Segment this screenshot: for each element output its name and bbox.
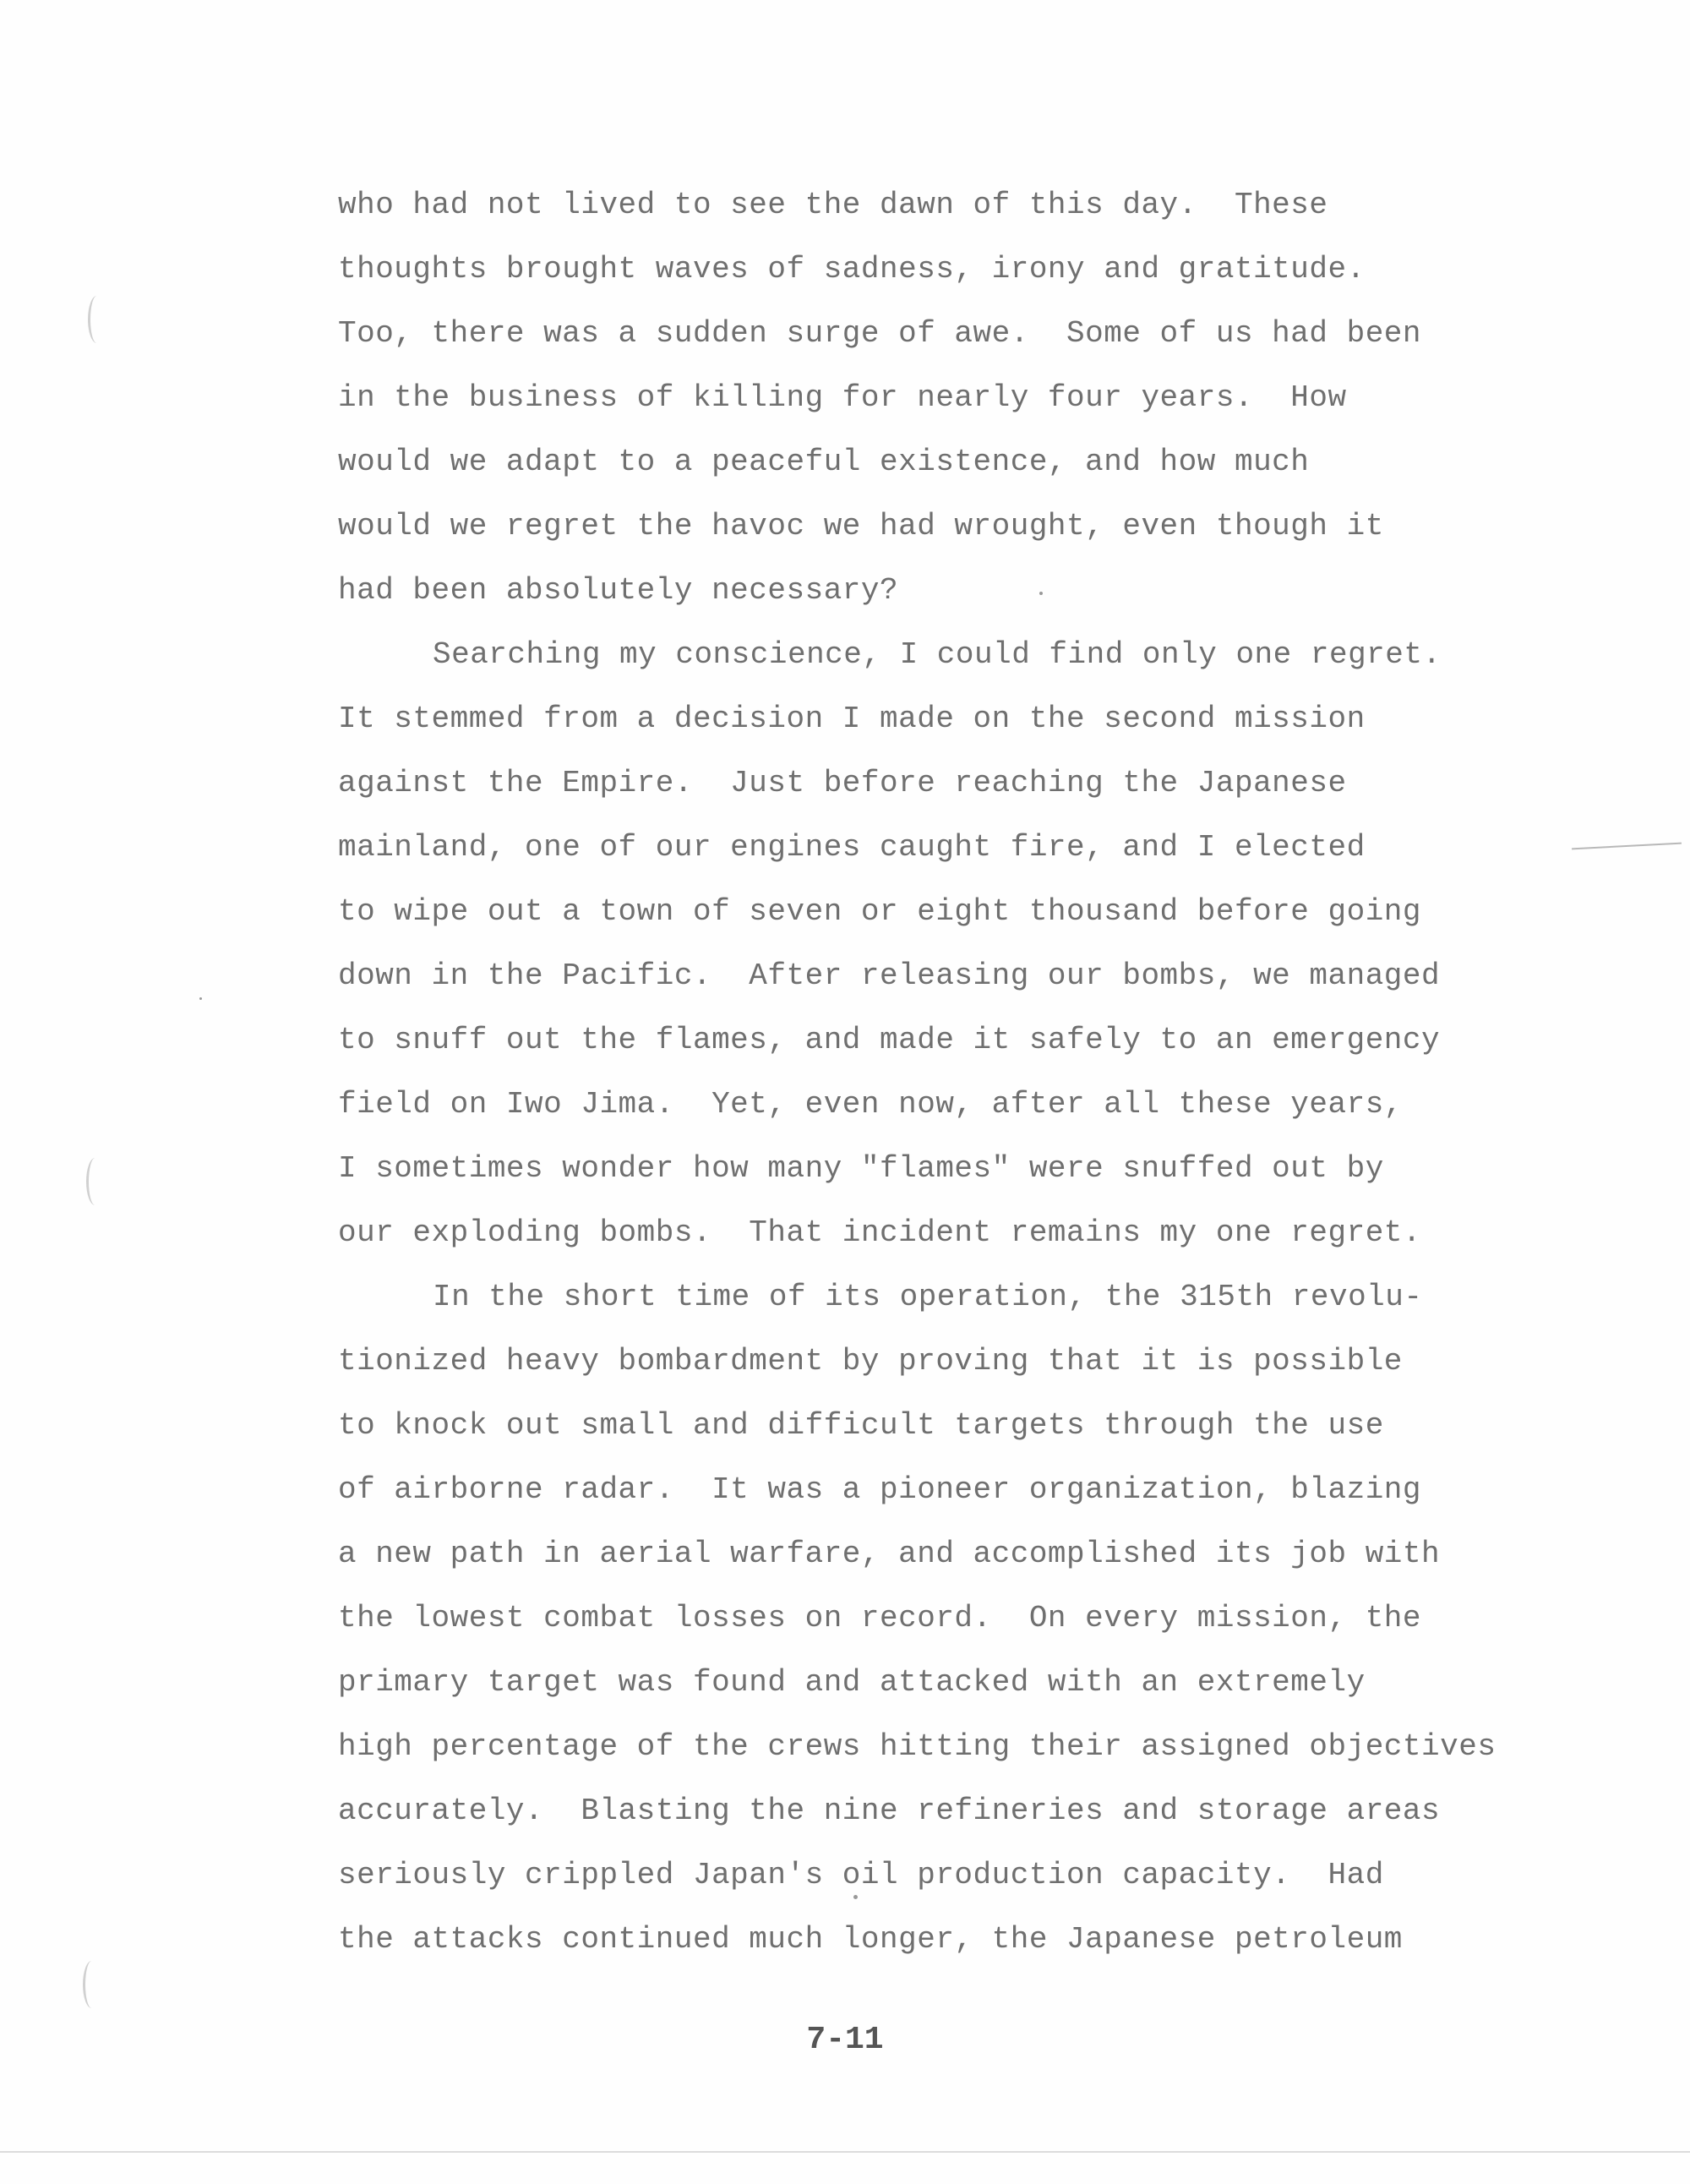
- page-bottom-edge: [0, 2151, 1690, 2153]
- text-line: who had not lived to see the dawn of this day. These: [338, 188, 1328, 222]
- punch-hole-mark: [83, 1961, 101, 2008]
- text-line: high percentage of the crews hitting their assigned objectives: [338, 1729, 1496, 1764]
- text-line: to wipe out a town of seven or eight thousand before going: [338, 894, 1422, 929]
- text-line: I sometimes wonder how many "flames" were snuffed out by: [338, 1151, 1384, 1186]
- text-line: mainland, one of our engines caught fire, and I elected: [338, 830, 1366, 865]
- text-line: primary target was found and attacked with an extremely: [338, 1665, 1366, 1700]
- text-line: to knock out small and difficult targets through the use: [338, 1408, 1384, 1443]
- text-line: Searching my conscience, I could find only one regret.: [433, 637, 1442, 672]
- punch-hole-mark: [88, 296, 106, 343]
- text-line: down in the Pacific. After releasing our bombs, we managed: [338, 958, 1441, 993]
- page-number: 7-11: [806, 2022, 884, 2058]
- text-line: field on Iwo Jima. Yet, even now, after all these years,: [338, 1087, 1403, 1122]
- text-line: seriously crippled Japan's oil production capacity. Had: [338, 1858, 1384, 1892]
- text-line: would we adapt to a peaceful existence, and how much: [338, 445, 1310, 479]
- text-line: of airborne radar. It was a pioneer organization, blazing: [338, 1472, 1422, 1507]
- text-line: to snuff out the flames, and made it safely to an emergency: [338, 1023, 1441, 1057]
- punch-hole-mark: [86, 1158, 104, 1205]
- text-line: the attacks continued much longer, the Japanese petroleum: [338, 1922, 1403, 1957]
- text-line: had been absolutely necessary?: [338, 573, 899, 608]
- text-line: tionized heavy bombardment by proving that it is possible: [338, 1344, 1403, 1379]
- text-line: in the business of killing for nearly four years. How: [338, 380, 1347, 415]
- text-line: accurately. Blasting the nine refineries and storage areas: [338, 1794, 1441, 1828]
- ink-speck: [199, 997, 202, 1000]
- page-edge-mark: [1572, 843, 1682, 850]
- text-line: against the Empire. Just before reaching the Japanese: [338, 766, 1347, 800]
- text-line: In the short time of its operation, the 315th revolu-: [433, 1280, 1423, 1314]
- text-line: It stemmed from a decision I made on the second mission: [338, 702, 1366, 736]
- text-line: thoughts brought waves of sadness, irony and gratitude.: [338, 252, 1366, 287]
- body-text: [338, 173, 1555, 1972]
- text-line: would we regret the havoc we had wrought, even though it: [338, 509, 1384, 543]
- text-line: Too, there was a sudden surge of awe. Some of us had been: [338, 316, 1422, 351]
- text-line: a new path in aerial warfare, and accomplished its job with: [338, 1537, 1441, 1571]
- text-line: the lowest combat losses on record. On every mission, the: [338, 1601, 1422, 1635]
- text-line: our exploding bombs. That incident remains my one regret.: [338, 1215, 1422, 1250]
